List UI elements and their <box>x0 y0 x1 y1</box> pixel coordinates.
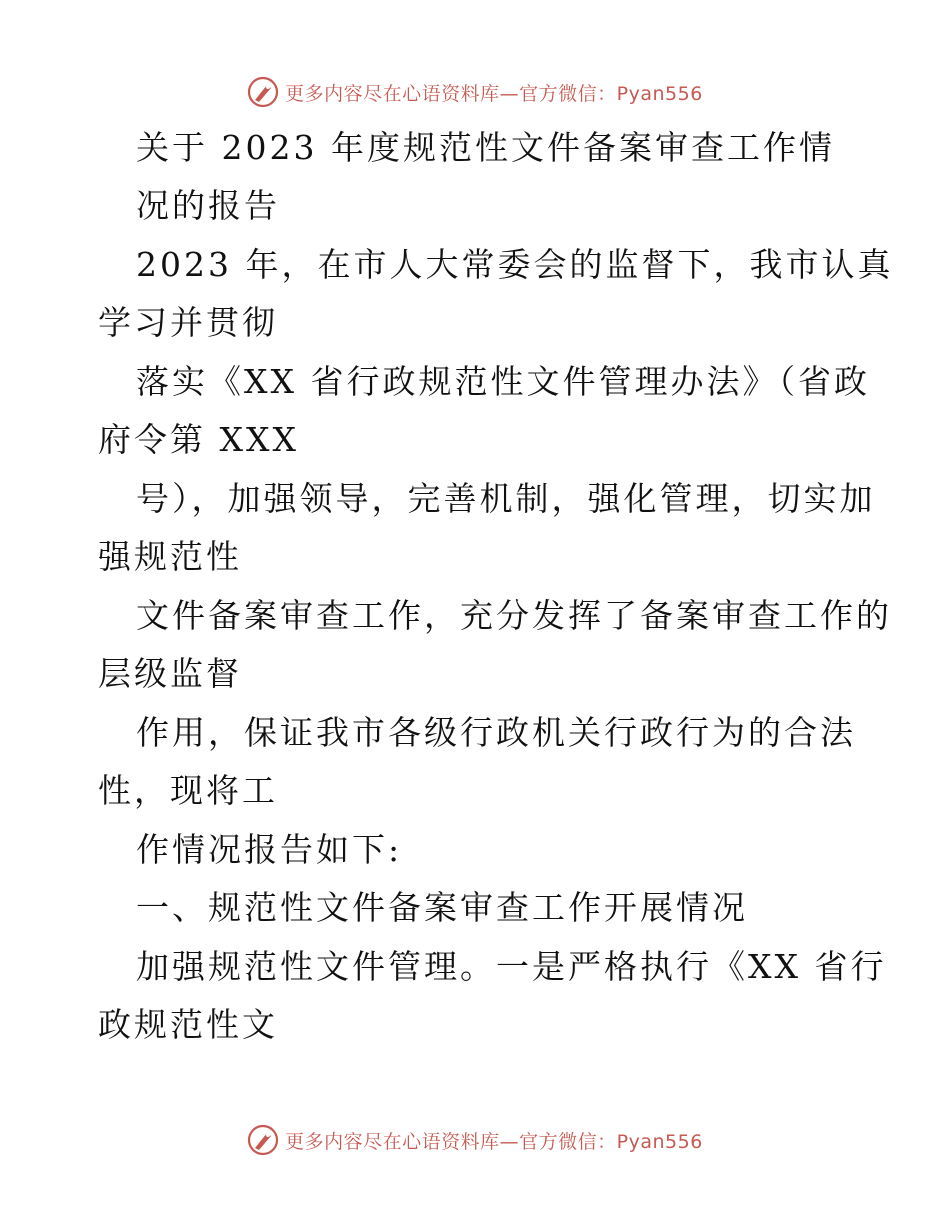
paragraph-line: 落实《XX 省行政规范性文件管理办法》（省政 <box>136 362 870 401</box>
paragraph-line: 加强规范性文件管理。一是严格执行《XX 省行 <box>136 947 887 986</box>
header-watermark-text: 更多内容尽在心语资料库—官方微信：Pyan556 <box>285 82 703 105</box>
pen-nib-logo-icon <box>247 76 279 108</box>
paragraph-line: 2023 年，在市人大常委会的监督下，我市认真 <box>136 245 894 284</box>
paragraph-line: 文件备案审查工作，充分发挥了备案审查工作的 <box>136 596 892 635</box>
paragraph-line: 学习并贯彻 <box>98 303 278 342</box>
paragraph-line: 强规范性 <box>98 537 242 576</box>
paragraph-line: 性，现将工 <box>98 771 278 810</box>
pen-nib-logo-icon <box>247 1124 279 1156</box>
paragraph-line: 号），加强领导，完善机制，强化管理，切实加 <box>136 479 876 518</box>
paragraph-line: 作用，保证我市各级行政机关行政行为的合法 <box>136 713 856 752</box>
footer-watermark-banner <box>0 1120 950 1160</box>
title-line-1: 关于 2023 年度规范性文件备案审查工作情 <box>136 128 835 167</box>
paragraph-line: 作情况报告如下: <box>136 830 403 869</box>
paragraph-line: 府令第 XXX <box>98 420 299 459</box>
paragraph-line: 层级监督 <box>98 654 242 693</box>
title-line-2: 况的报告 <box>136 186 280 225</box>
section-heading: 一、规范性文件备案审查工作开展情况 <box>136 888 748 927</box>
paragraph-line: 政规范性文 <box>98 1005 278 1044</box>
header-watermark-banner <box>0 72 950 112</box>
footer-watermark-text: 更多内容尽在心语资料库—官方微信：Pyan556 <box>285 1130 703 1153</box>
